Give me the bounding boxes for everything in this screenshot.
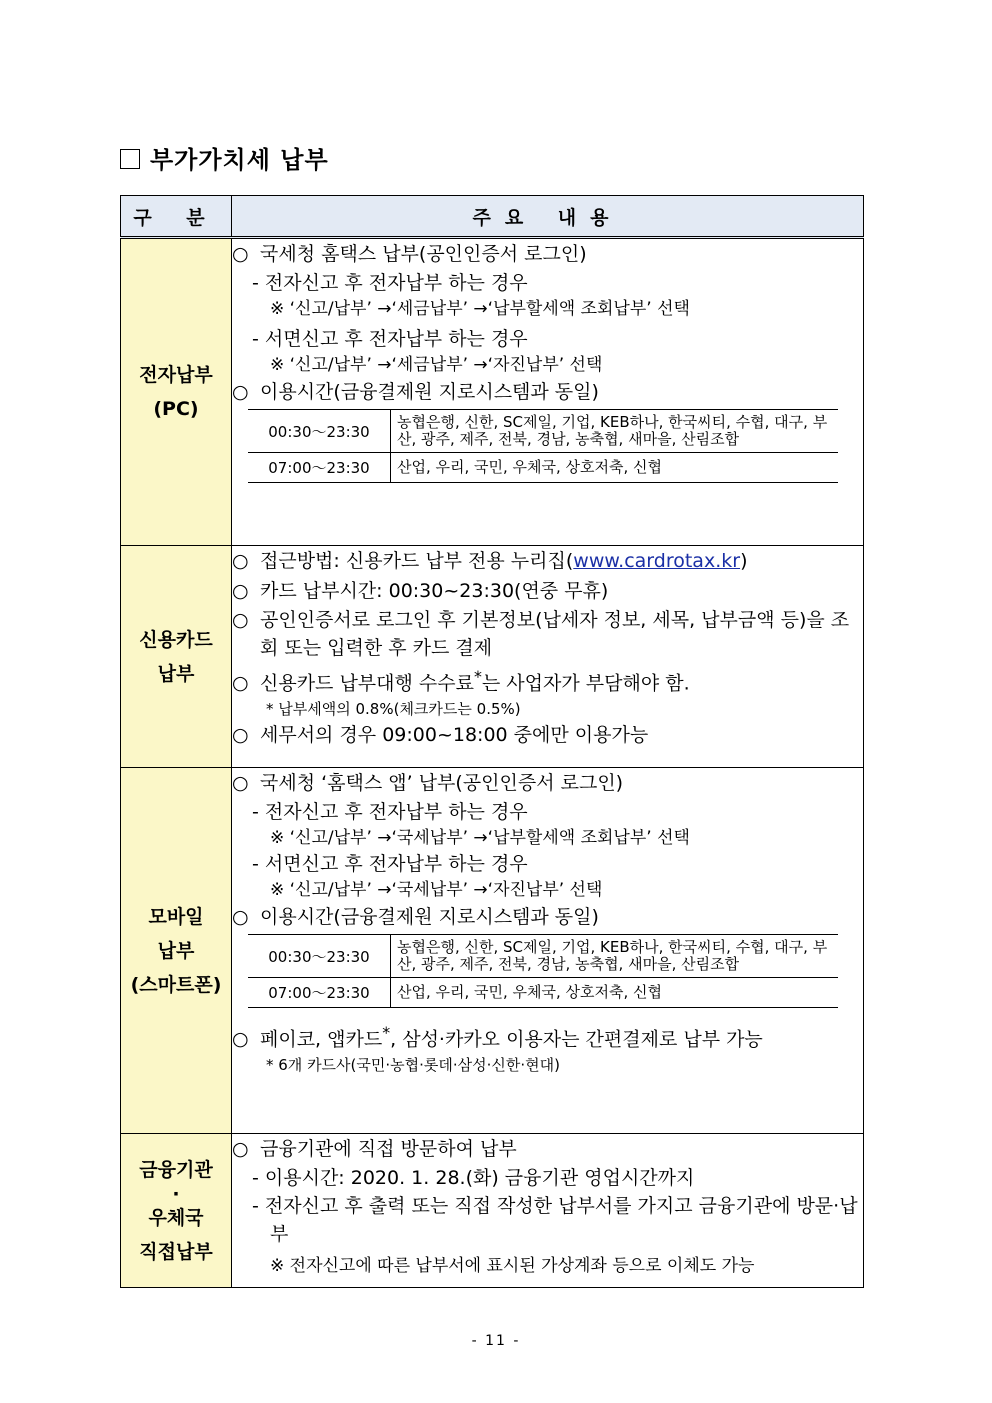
hours-row (248, 453, 838, 483)
list-item (232, 377, 863, 407)
table-row (121, 238, 864, 546)
category-label: (PC) (153, 398, 199, 420)
hours-time: 00:30～23:30 (248, 410, 391, 453)
payment-methods-table (120, 195, 864, 1288)
category-label: 전자납부 (139, 364, 213, 386)
table-row (121, 546, 864, 768)
list-item (232, 662, 863, 698)
item-text: 는 사업자가 부담해야 함. (481, 672, 690, 695)
note: ※ 전자신고에 따른 납부서에 표시된 가상계좌 등으로 이체도 가능 (270, 1256, 755, 1276)
category-cell (121, 768, 232, 1134)
sub-item: - 전자신고 후 출력 또는 직접 작성한 납부서를 가지고 금융기관에 방문·납부 (252, 1195, 858, 1245)
item-text: 페이코, 앱카드 (260, 1028, 383, 1051)
note: ※ ‘신고/납부’ →‘국세납부’ →‘자진납부’ 선택 (270, 880, 603, 900)
content-cell (232, 546, 864, 768)
circle-bullet-icon: ○ (232, 724, 249, 747)
table-row (121, 768, 864, 1134)
item-text: 접근방법: 신용카드 납부 전용 누리집( (260, 550, 574, 572)
category-cell (121, 1134, 232, 1288)
cardrotax-link[interactable]: www.cardrotax.kr (573, 550, 741, 572)
category-label: 모바일 (148, 905, 204, 928)
circle-bullet-icon: ○ (232, 1138, 249, 1160)
hours-table (248, 934, 838, 1008)
item-text: 이용시간(금융결제원 지로시스템과 동일) (260, 381, 599, 403)
hours-row (248, 978, 838, 1008)
sub-item: - 전자신고 후 전자납부 하는 경우 (252, 801, 528, 823)
item-text: 금융기관에 직접 방문하여 납부 (260, 1138, 517, 1160)
category-label: 납부 (157, 662, 195, 685)
sub-item: - 전자신고 후 전자납부 하는 경우 (252, 272, 528, 294)
list-item (232, 768, 863, 798)
item-text: , 삼성·카카오 이용자는 간편결제로 납부 가능 (390, 1028, 763, 1051)
sub-item: - 서면신고 후 전자납부 하는 경우 (252, 853, 528, 875)
footnote: * 6개 카드사(국민·농협·롯데·삼성·신한·현대) (266, 1056, 560, 1075)
category-label: · (172, 1182, 180, 1205)
list-item (232, 239, 863, 269)
hours-time: 00:30～23:30 (248, 935, 391, 978)
hours-time: 07:00～23:30 (248, 978, 391, 1008)
item-text: 카드 납부시간: 00:30~23:30(연중 무휴) (260, 580, 609, 602)
table-row (121, 1134, 864, 1288)
sub-item: - 이용시간: 2020. 1. 28.(화) 금융기관 영업시간까지 (252, 1167, 695, 1189)
checkbox-square-icon (120, 149, 140, 169)
circle-bullet-icon: ○ (232, 609, 249, 631)
circle-bullet-icon: ○ (232, 580, 249, 602)
list-item (232, 1018, 863, 1054)
hours-time: 07:00～23:30 (248, 453, 391, 483)
category-label: 신용카드 (139, 628, 213, 651)
hours-banks: 산업, 우리, 국민, 우체국, 상호저축, 신협 (391, 978, 839, 1008)
page-title-text: 부가가치세 납부 (150, 146, 329, 174)
circle-bullet-icon: ○ (232, 672, 249, 695)
list-item (232, 546, 863, 576)
item-text: 공인인증서로 로그인 후 기본정보(납세자 정보, 세목, 납부금액 등)을 조회 또는 입력한 후 카드 결제 (260, 609, 850, 659)
content-cell (232, 768, 864, 1134)
hours-row (248, 410, 838, 453)
category-label: 납부 (157, 939, 195, 962)
circle-bullet-icon: ○ (232, 243, 249, 265)
page-number: - 11 - (471, 1333, 521, 1349)
list-item (232, 1134, 863, 1164)
content-cell (232, 238, 864, 546)
circle-bullet-icon: ○ (232, 1028, 249, 1051)
hours-banks: 농협은행, 신한, SC제일, 기업, KEB하나, 한국씨티, 수협, 대구, 부산, 광주, 제주, 전북, 경남, 농축협, 새마을, 산림조합 (391, 935, 839, 978)
hours-row (248, 935, 838, 978)
category-cell (121, 546, 232, 768)
category-cell (121, 238, 232, 546)
circle-bullet-icon: ○ (232, 772, 249, 794)
content-cell (232, 1134, 864, 1288)
circle-bullet-icon: ○ (232, 906, 249, 928)
hours-banks: 농협은행, 신한, SC제일, 기업, KEB하나, 한국씨티, 수협, 대구, 부산, 광주, 제주, 전북, 경남, 농축협, 새마을, 산림조합 (391, 410, 839, 453)
note: ※ ‘신고/납부’ →‘세금납부’ →‘자진납부’ 선택 (270, 355, 603, 375)
page-title (120, 140, 329, 175)
category-label: 직접납부 (139, 1240, 213, 1263)
hours-table (248, 409, 838, 483)
header-category: 구 분 (121, 196, 232, 238)
item-text: 국세청 ‘홈택스 앱’ 납부(공인인증서 로그인) (260, 772, 624, 794)
item-text: 세무서의 경우 09:00~18:00 중에만 이용가능 (260, 724, 649, 747)
sub-item: - 서면신고 후 전자납부 하는 경우 (252, 328, 528, 350)
footnote-mark: * (382, 1023, 391, 1042)
note: ※ ‘신고/납부’ →‘국세납부’ →‘납부할세액 조회납부’ 선택 (270, 828, 690, 848)
circle-bullet-icon: ○ (232, 381, 249, 403)
footnote-mark: * (473, 667, 482, 686)
header-content: 주요 내용 (232, 196, 864, 238)
list-item (232, 576, 863, 606)
note: ※ ‘신고/납부’ →‘세금납부’ →‘납부할세액 조회납부’ 선택 (270, 299, 690, 319)
item-text: 국세청 홈택스 납부(공인인증서 로그인) (260, 243, 587, 265)
item-text: 신용카드 납부대행 수수료 (260, 672, 474, 695)
item-text: 이용시간(금융결제원 지로시스템과 동일) (260, 906, 599, 928)
list-item (232, 902, 863, 932)
circle-bullet-icon: ○ (232, 550, 249, 572)
category-label: (스마트폰) (130, 973, 222, 996)
list-item (232, 720, 863, 750)
list-item (232, 606, 863, 662)
category-label: 우체국 (148, 1206, 204, 1229)
hours-banks: 산업, 우리, 국민, 우체국, 상호저축, 신협 (391, 453, 839, 483)
footnote: * 납부세액의 0.8%(체크카드는 0.5%) (266, 700, 521, 719)
category-label: 금융기관 (139, 1158, 213, 1181)
table-header-row (121, 196, 864, 238)
item-text: ) (740, 550, 748, 572)
